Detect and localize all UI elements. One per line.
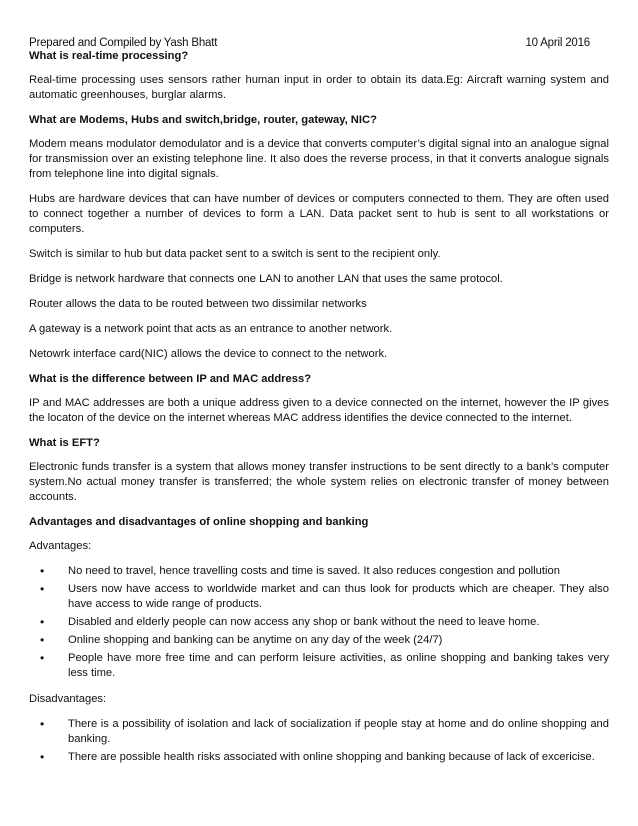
list-item: • People have more free time and can perform leisure activities, as online shopping and banking takes very less time. xyxy=(29,651,609,681)
advantages-list xyxy=(29,564,609,681)
advantages-label: Advantages: xyxy=(29,540,92,552)
paragraph-nic: Netowrk interface card(NIC) allows the device to connect to the network. xyxy=(29,348,388,360)
paragraph-ip-mac: IP and MAC addresses are both a unique address given to a device connected on the internet, however the IP gives the locaton of the device on the internet whereas MAC address identifies the device connected to the internet. xyxy=(29,397,609,424)
list-item: • Users now have access to worldwide market and can thus look for products which are cheaper. They also have access to wide range of products. xyxy=(29,582,609,612)
paragraph-router: Router allows the data to be routed between two dissimilar networks xyxy=(29,298,367,310)
heading-eft: What is EFT? xyxy=(29,437,100,449)
list-item: • Online shopping and banking can be anytime on any day of the week (24/7) xyxy=(29,633,609,648)
paragraph-gateway: A gateway is a network point that acts as an entrance to another network. xyxy=(29,323,393,335)
heading-ip-mac: What is the difference between IP and MAC address? xyxy=(29,373,312,385)
heading-realtime: What is real-time processing? xyxy=(29,50,189,62)
paragraph-switch: Switch is similar to hub but data packet sent to a switch is sent to the recipient only. xyxy=(29,248,441,260)
list-item: • No need to travel, hence travelling costs and time is saved. It also reduces congestion and pollution xyxy=(29,564,609,579)
disadvantages-list xyxy=(29,717,609,765)
paragraph-modem: Modem means modulator demodulator and is a device that converts computer’s digital signal into an analogue signal for transmission over an existing telephone line. It also does the reverse process, in that it converts analogue signals from telephone line into digital signals. xyxy=(29,138,609,180)
disadvantages-label: Disadvantages: xyxy=(29,693,107,705)
paragraph-eft: Electronic funds transfer is a system that allows money transfer instructions to be sent directly to a bank’s computer system.No actual money transfer is transferred; the whole system relies on electronic transfer of money between accounts. xyxy=(29,461,609,503)
paragraph-realtime: Real-time processing uses sensors rather human input in order to obtain its data.Eg: Aircraft warning system and automatic greenhouses, burglar alarms. xyxy=(29,74,609,101)
page-header xyxy=(29,36,590,50)
paragraph-bridge: Bridge is network hardware that connects one LAN to another LAN that uses the same protocol. xyxy=(29,273,503,285)
header-author: Prepared and Compiled by Yash Bhatt xyxy=(29,37,218,49)
list-item: • There are possible health risks associated with online shopping and banking because of lack of excericise. xyxy=(29,750,609,765)
header-date: 10 April 2016 xyxy=(525,37,590,49)
document-body xyxy=(29,49,609,776)
heading-network-devices: What are Modems, Hubs and switch,bridge, router, gateway, NIC? xyxy=(29,114,377,126)
paragraph-hub: Hubs are hardware devices that can have number of devices or computers connected to them. They are often used to connect together a number of devices to form a LAN. Data packet sent to hub is sent to all workstations or computers. xyxy=(29,193,609,235)
heading-online-shopping: Advantages and disadvantages of online shopping and banking xyxy=(29,516,369,528)
list-item: • Disabled and elderly people can now access any shop or bank without the need to leave home. xyxy=(29,615,609,630)
list-item: • There is a possibility of isolation and lack of socialization if people stay at home and do online shopping and banking. xyxy=(29,717,609,747)
